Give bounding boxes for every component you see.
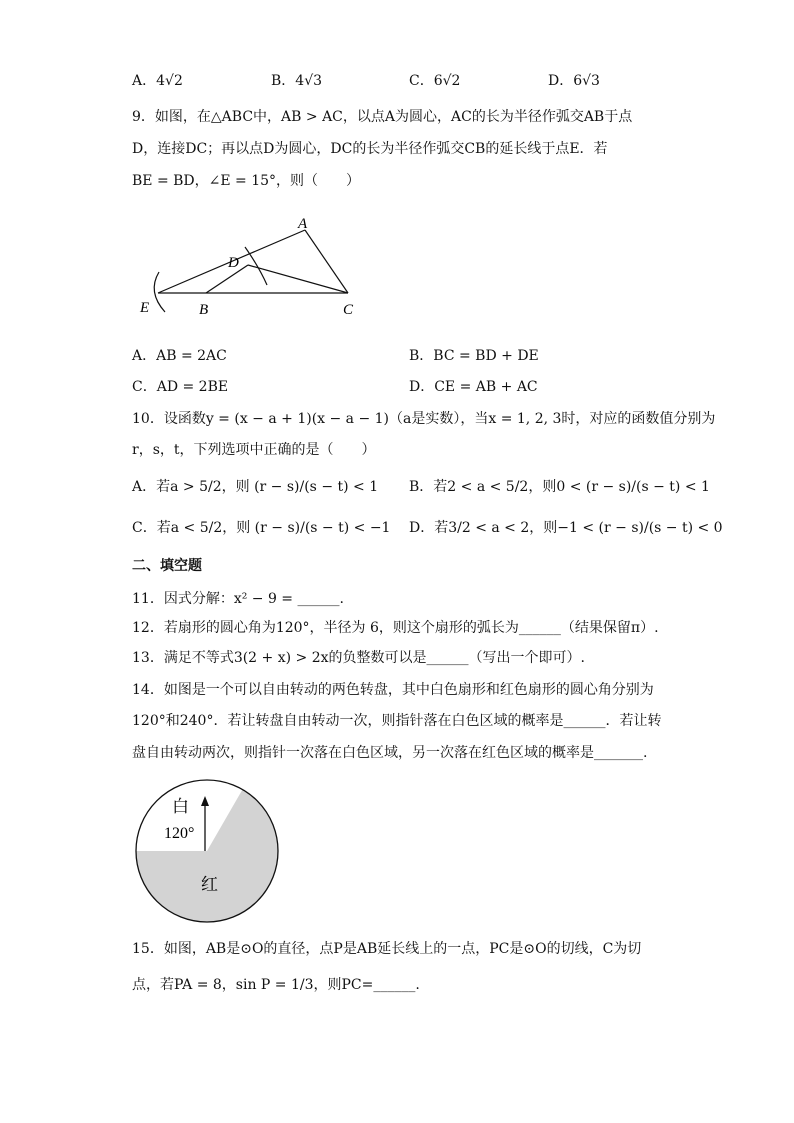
label-a: A [298,216,308,232]
segment-dc [248,265,348,293]
section-title-fill-in: 二、填空题 [132,558,202,574]
q10-option-c: C．若a < 5/2，则 (r − s)/(s − t) < −1 [132,520,391,536]
white-label: 白 [172,797,189,816]
q13-text: 13．满足不等式3(2 + x) > 2x的负整数可以是______（写出一个即可）. [132,650,585,666]
q9-option-b: B．BC = BD + DE [409,348,539,364]
q8-option-d: D．6√3 [548,73,600,89]
q9-option-a: A．AB = 2AC [132,348,227,364]
q15-stem-line2: 点，若PA = 8，sin P = 1/3，则PC=______. [132,977,420,993]
q10-option-d: D．若3/2 < a < 2，则−1 < (r − s)/(s − t) < 0 [409,520,723,536]
q10-option-b: B．若2 < a < 5/2，则0 < (r − s)/(s − t) < 1 [409,479,710,495]
q8-option-b: B．4√3 [271,73,323,89]
q15-stem-line1: 15．如图，AB是⊙O的直径，点P是AB延长线上的一点，PC是⊙O的切线，C为切 [132,941,642,957]
pointer-arrow-icon [201,796,209,806]
q9-triangle-figure [135,212,375,322]
arc-at-d [245,247,267,285]
q8-option-a: A．4√2 [132,73,183,89]
q8-option-c: C．6√2 [409,73,461,89]
label-d: D [228,255,239,271]
q10-stem-line1: 10．设函数y = (x − a + 1)(x − a − 1)（a是实数），当x = 1, 2, 3时，对应的函数值分别为 [132,411,716,427]
q9-stem-line1: 9．如图，在△ABC中，AB > AC，以点A为圆心，AC的长为半径作弧交AB于点 [132,109,633,125]
q9-stem-line2: D，连接DC；再以点D为圆心，DC的长为半径作弧交CB的延长线于点E．若 [132,141,608,157]
label-c: C [343,302,354,318]
q14-stem-line2: 120°和240°．若让转盘自由转动一次，则指针落在白色区域的概率是______．若让转 [132,713,662,729]
q10-stem-line2: r，s，t，下列选项中正确的是（ ） [132,442,376,458]
label-e: E [140,300,150,316]
label-b: B [199,302,209,318]
q9-option-c: C．AD = 2BE [132,379,229,395]
q11-text: 11．因式分解：x² − 9 = ______. [132,591,344,607]
q12-text: 12．若扇形的圆心角为120°，半径为 6，则这个扇形的弧长为______（结果保留π）. [132,620,659,636]
q14-stem-line1: 14．如图是一个可以自由转动的两色转盘，其中白色扇形和红色扇形的圆心角分别为 [132,682,654,698]
q9-stem-line3: BE = BD，∠E = 15°，则（ ） [132,173,361,189]
segment-ac [305,230,348,293]
q14-spinner-figure [134,778,280,924]
red-label: 红 [201,875,218,894]
q14-stem-line3: 盘自由转动两次，则指针一次落在白色区域，另一次落在红色区域的概率是_______. [132,745,648,761]
q9-option-d: D．CE = AB + AC [409,379,538,395]
q10-option-a: A．若a > 5/2，则 (r − s)/(s − t) < 1 [132,479,379,495]
angle-label: 120° [164,825,195,842]
